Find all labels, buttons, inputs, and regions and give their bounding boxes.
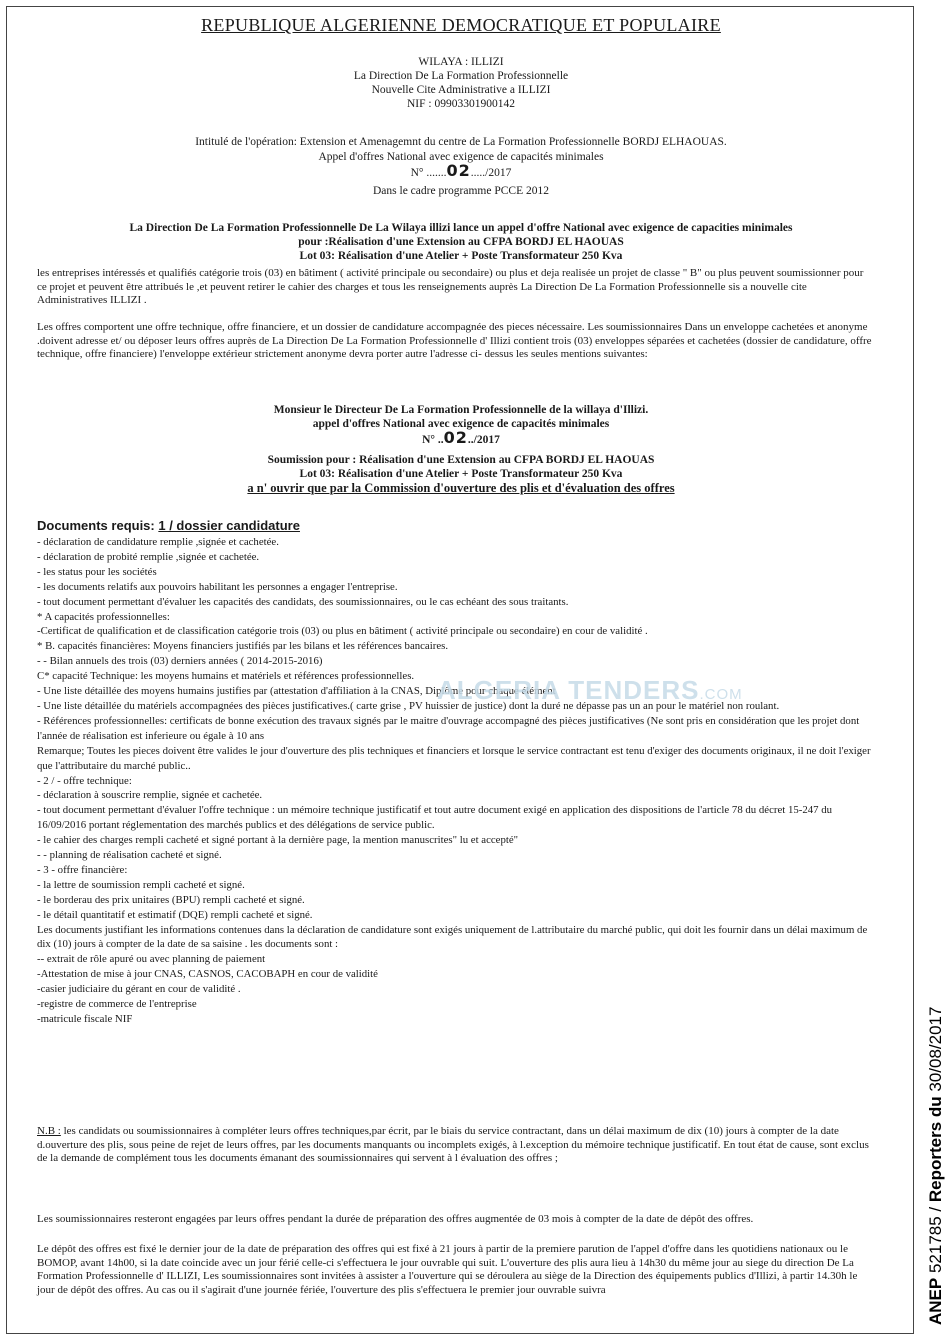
doc-line: - les status pour les sociétés	[37, 565, 157, 578]
operation-intitule: Intitulé de l'opération: Extension et Amenagemnt du centre de La Formation Professionnelle BORDJ ELHAOUAS.	[195, 136, 727, 148]
operation-numero	[7, 161, 915, 180]
doc-line: - les documents relatifs aux pouvoirs habilitant les personnes a engager l'entreprise.	[37, 580, 398, 593]
nb-paragraph	[37, 1125, 875, 1166]
operation-programme: Dans le cadre programme PCCE 2012	[373, 185, 549, 197]
anep-label: ANEP	[926, 1277, 945, 1325]
doc-line: - déclaration à souscrire remplie, signée et cachetée.	[37, 789, 263, 802]
intro-paragraph-1: les entreprises intéressés et qualifiés catégorie trois (03) en bâtiment ( activité principale ou secondaire) ou plus et deja realisée un projet de classe " B" ou plus peuvent soumissionner pour ce projet et peuvent être attribués le ,et peuvent retirer le cahier des charges et tous les renseignements auprès La Direction De La Formation Professionnelle sis a nouvelle cite Administratives ILLIZI .	[37, 267, 864, 307]
doc-line: - tout document permettant d'évaluer l'offre technique : un mémoire technique justificatif et tout autre document exigé en application des dispositions de l'article 78 du décret 15-247 du 16/09/2016 portant réglementation des marchés publics et des délégations de service public.	[37, 804, 833, 832]
envelope-line5: Lot 03: Réalisation d'une Atelier + Poste Transformateur 250 Kva	[299, 468, 623, 480]
envelope-line4: Soumission pour : Réalisation d'une Extension au CFPA BORDJ EL HAOUAS	[267, 454, 655, 466]
nb-text: les candidats ou soumissionnaires à compléter leurs offres techniques,par écrit, par le biais du service contractant, dans un délai maximum de dix (10) jours à compter de la date d.ouverture des plis, sous peine de rejet de leurs offres, par les documents manquants ou incomplets exigés, à l.exception du mémoire technique justificatif. En tout état de cause, sont exclus de la demande de complément tous les documents émanant des soumissionnaires qui servent à l évaluation des offres ;	[37, 1125, 869, 1165]
header-wilaya: WILAYA : ILLIZI	[418, 56, 504, 68]
documents-heading-prefix: Documents requis:	[37, 518, 159, 533]
doc-line: - le détail quantitatif et estimatif (DQE) rempli cacheté et signé.	[37, 908, 313, 921]
intro-paragraph-2: Les offres comportent une offre technique, offre financiere, et un dossier de candidature accompagnée des pieces nécessaire. Les soumissionnaires Dans un enveloppe cachetées et anonyme .doivent adresse et/ ou déposer leurs offres auprès de La Direction De La Formation Professionnelle d' Illizi contient trois (03) enveloppes séparées et cachetées (dossier de candidature, offre technique, offre financiere) l'enveloppe extérieur strictement anonyme devra porter autre l'adresse ci- dessus les seules mentions suivantes:	[37, 321, 872, 361]
intro-line1: La Direction De La Formation Professionnelle De La Wilaya illizi lance un appel d'offre National avec exigence de capacities minimales	[129, 222, 793, 234]
doc-line: Remarque; Toutes les pieces doivent être valides le jour d'ouverture des plis techniques et financiers et lorsque le service contractant est tenu d'exiger des documents originaux, il ne doit l'exiger que l'attributaire du marché public..	[37, 744, 871, 772]
envelope-numero-prefix: N° ..	[422, 434, 444, 446]
operation-numero-suffix: ...../2017	[470, 167, 512, 179]
closing-paragraph-1: Les soumissionnaires resteront engagées par leurs offres pendant la durée de préparation des offres augmentée de 03 mois à compter de la date de dépôt des offres.	[37, 1213, 754, 1225]
watermark	[437, 675, 743, 706]
doc-line: - Références professionnelles: certificats de bonne exécution des travaux signés par le maitre d'ouvrage accompagné des pièces justificatives (Ne sont pris en considération que les projet dont l'année de réalisation est inferieure ou égale à 10 ans	[37, 714, 860, 742]
doc-line: -matricule fiscale NIF	[37, 1013, 133, 1025]
republic-title: REPUBLIQUE ALGERIENNE DEMOCRATIQUE ET POPULAIRE	[201, 15, 721, 35]
intro-line3: Lot 03: Réalisation d'une Atelier + Poste Transformateur 250 Kva	[299, 250, 623, 262]
doc-line: - déclaration de candidature remplie ,signée et cachetée.	[37, 536, 279, 548]
anep-ref: 521785 /	[926, 1202, 945, 1278]
closing-paragraph-2: Le dépôt des offres est fixé le dernier jour de la date de préparation des offres qui est fixé à 21 jours à partir de la premiere parution de l'appel d'offre dans les quotidiens nationaux ou le BOMOP, avant 14h00, si la date coincide avec un jour férié celle-ci s'effectuera le jour ouvrable qui suit. L'ouverture des plis aura lieu à 14h30 du même jour au siege du direction De La Formation Professionnelle d' ILLIZI, Les soumissionnaires sont invitées à assister a l'ouverture qui se déroulera au siège de la Direction des équipements publics d'Illizi, à partir 14.30h le jour de dépôt des offres. Au cas ou il s'agirait d'une journée fériée, l'ouverture des plis s'effectuera le premier jour ouvrable suivra	[37, 1243, 858, 1296]
documents-list	[37, 535, 875, 1027]
doc-line: - 3 - offre financière:	[37, 863, 128, 876]
watermark-suffix: .COM	[699, 686, 743, 703]
doc-line: -Attestation de mise à jour CNAS, CASNOS, CACOBAPH en cour de validité	[37, 968, 378, 981]
header-nif: NIF : 09903301900142	[407, 98, 515, 110]
doc-line: * B. capacités financières: Moyens financiers justifiés par les bilans et les références bancaires.	[37, 640, 449, 653]
handwritten-number: 02	[446, 161, 471, 180]
documents-heading	[37, 519, 875, 533]
doc-line: -- extrait de rôle apuré ou avec planning de paiement	[37, 953, 266, 966]
doc-line: - Une liste détaillée des moyens humains justifies par (attestation d'affiliation à la CNAS, Diplôme pour chaque élément	[37, 685, 556, 698]
doc-line: - la lettre de soumission rempli cacheté et signé.	[37, 878, 245, 891]
doc-line: -casier judiciaire du gérant en cour de validité .	[37, 983, 241, 996]
doc-line: - le borderau des prix unitaires (BPU) rempli cacheté et signé.	[37, 893, 305, 906]
doc-line: - - planning de réalisation cacheté et signé.	[37, 849, 222, 862]
intro-line2: pour :Réalisation d'une Extension au CFPA BORDJ EL HAOUAS	[298, 236, 624, 248]
nb-label: N.B :	[37, 1125, 61, 1137]
doc-line: - déclaration de probité remplie ,signée et cachetée.	[37, 550, 260, 563]
doc-line: C* capacité Technique: les moyens humains et matériels et références professionnelles.	[37, 670, 415, 683]
doc-line: - le cahier des charges rempli cacheté et signé portant à la dernière page, la mention manuscrites" lu et accepté"	[37, 834, 519, 847]
header-address: Nouvelle Cite Administrative a ILLIZI	[371, 84, 551, 96]
envelope-numero-suffix: ../2017	[467, 434, 500, 446]
envelope-handwritten-number: 02	[443, 428, 468, 447]
doc-line: -registre de commerce de l'entreprise	[37, 998, 197, 1011]
header-direction: La Direction De La Formation Professionnelle	[353, 70, 569, 82]
publication-reference	[926, 1007, 946, 1325]
documents-heading-suffix: 1 / dossier candidature	[158, 518, 300, 533]
doc-line: - Une liste détaillée du matériels accompagnées des pièces justificatives.( carte grise , PV huissier de justice) dont la duré ne dépasse pas un an pour le matériel non roulant.	[37, 699, 780, 712]
envelope-line2: appel d'offres National avec exigence de capacités minimales	[312, 418, 610, 430]
watermark-main: ALGERIA TENDERS	[437, 675, 700, 705]
publication-date: 30/08/2017	[926, 1006, 945, 1097]
doc-line: - 2 / - offre technique:	[37, 774, 132, 787]
doc-line: -Certificat de qualification et de classification catégorie trois (03) ou plus en bâtiment ( activité principale ou secondaire) en cour de validité .	[37, 625, 648, 638]
operation-numero-prefix: N° .......	[410, 167, 447, 179]
document-page	[6, 6, 914, 1334]
doc-line: - tout document permettant d'évaluer les capacités des candidats, des soumissionnaires, ou le cas echéant des sous traitants.	[37, 595, 569, 608]
newspaper-name: Reporters du	[926, 1096, 945, 1203]
doc-line: - - Bilan annuels des trois (03) derniers années ( 2014-2015-2016)	[37, 655, 323, 668]
envelope-line1: Monsieur le Directeur De La Formation Professionnelle de la willaya d'Illizi.	[273, 404, 649, 416]
envelope-line6: a n' ouvrir que par la Commission d'ouverture des plis et d'évaluation des offres	[247, 481, 675, 495]
operation-appel: Appel d'offres National avec exigence de capacités minimales	[318, 151, 604, 163]
doc-line: * A capacités professionnelles:	[37, 610, 170, 623]
envelope-numero	[7, 428, 915, 447]
doc-line: Les documents justifiant les informations contenues dans la déclaration de candidature sont exigés uniquement de l.attributaire du marché public, qui doit les fournir dans un délai maximum de dix (10) jours à compter de la date de sa saisine . les documents sont :	[37, 923, 868, 951]
